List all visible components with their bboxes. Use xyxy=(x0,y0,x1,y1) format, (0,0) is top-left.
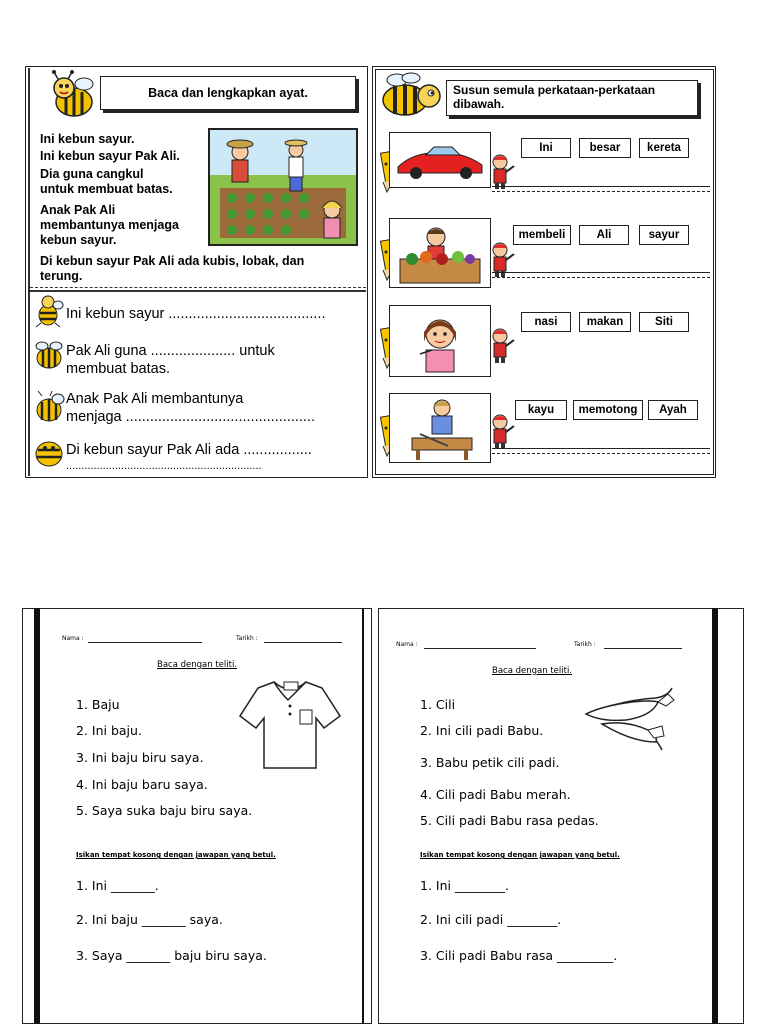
question-1: Ini kebun sayur ....................................... xyxy=(66,306,326,322)
bee-icon xyxy=(377,72,443,120)
passage-line: untuk membuat batas. xyxy=(40,182,173,196)
answer-line xyxy=(492,272,710,278)
fill-instruction: Isikan tempat kosong dengan jawapan yang betul. xyxy=(76,851,276,859)
fill-item: 2. Ini cili padi ________. xyxy=(420,912,562,927)
nama-label: Nama : xyxy=(396,641,418,648)
question-3: Anak Pak Ali membantunya xyxy=(66,391,244,407)
reading-item: 5. Cili padi Babu rasa pedas. xyxy=(420,813,599,828)
nama-line xyxy=(88,642,202,643)
section-divider xyxy=(30,290,366,292)
section-divider xyxy=(30,287,366,288)
fill-instruction: Isikan tempat kosong dengan jawapan yang betul. xyxy=(420,851,620,859)
word-card[interactable]: Siti xyxy=(639,312,689,332)
father-sawing-picture xyxy=(389,393,491,463)
chili-icon xyxy=(582,680,680,752)
passage-line: terung. xyxy=(40,269,83,283)
answer-line xyxy=(492,186,710,192)
tarikh-line xyxy=(604,648,682,649)
word-card[interactable]: kereta xyxy=(639,138,689,158)
vegetable-garden-picture xyxy=(208,128,358,246)
word-card[interactable]: besar xyxy=(579,138,631,158)
bee-icon xyxy=(32,293,64,329)
question-2: Pak Ali guna ..................... untuk xyxy=(66,343,275,359)
heading-line: Susun semula perkataan-perkataan xyxy=(453,83,656,97)
answer-line xyxy=(492,448,710,454)
word-card[interactable]: sayur xyxy=(639,225,689,245)
shirt-icon xyxy=(236,676,342,770)
fill-item: 1. Ini _______. xyxy=(76,878,159,893)
vegetable-stall-picture xyxy=(389,218,491,288)
sheet-title: Baca dengan teliti. xyxy=(157,660,238,670)
passage-line: kebun sayur. xyxy=(40,233,117,247)
word-card[interactable]: kayu xyxy=(515,400,567,420)
reading-item: 1. Baju xyxy=(76,697,120,712)
word-card[interactable]: memotong xyxy=(573,400,643,420)
fill-item: 2. Ini baju _______ saya. xyxy=(76,912,223,927)
question-4-cont: ................................................................ xyxy=(66,460,262,472)
reading-item: 5. Saya suka baju biru saya. xyxy=(76,803,253,818)
pointing-boy-icon xyxy=(488,152,516,190)
reading-item: 4. Cili padi Babu merah. xyxy=(420,787,571,802)
reading-item: 1. Cili xyxy=(420,697,456,712)
tarikh-label: Tarikh : xyxy=(236,635,258,642)
pointing-boy-icon xyxy=(488,412,516,450)
question-2-cont: membuat batas. xyxy=(66,361,170,377)
reading-item: 3. Babu petik cili padi. xyxy=(420,755,560,770)
heading-line: dibawah. xyxy=(453,97,505,111)
fill-item: 1. Ini ________. xyxy=(420,878,509,893)
bee-icon xyxy=(32,340,66,372)
bee-icon xyxy=(32,434,66,470)
word-card[interactable]: Ini xyxy=(521,138,571,158)
bee-icon xyxy=(32,390,66,426)
passage-line: membantunya menjaga xyxy=(40,218,179,232)
passage-line: Ini kebun sayur Pak Ali. xyxy=(40,149,180,163)
reading-item: 4. Ini baju baru saya. xyxy=(76,777,208,792)
question-4: Di kebun sayur Pak Ali ada ................. xyxy=(66,442,312,458)
word-card[interactable]: Ayah xyxy=(648,400,698,420)
passage-line: Di kebun sayur Pak Ali ada kubis, lobak, dan xyxy=(40,254,305,268)
red-car-picture xyxy=(389,132,491,188)
fill-item: 3. Saya _______ baju biru saya. xyxy=(76,948,267,963)
sheet-edge xyxy=(362,608,364,1024)
bee-icon xyxy=(44,70,100,122)
reading-item: 3. Ini baju biru saya. xyxy=(76,750,204,765)
passage-line: Dia guna cangkul xyxy=(40,167,144,181)
tarikh-line xyxy=(264,642,342,643)
reading-item: 2. Ini cili padi Babu. xyxy=(420,723,544,738)
word-card[interactable]: Ali xyxy=(579,225,629,245)
tarikh-label: Tarikh : xyxy=(574,641,596,648)
sheet-edge xyxy=(34,608,40,1024)
panel-left-border-shadow xyxy=(28,68,30,476)
word-card[interactable]: makan xyxy=(579,312,631,332)
sheet-title: Baca dengan teliti. xyxy=(492,666,573,676)
girl-eating-picture xyxy=(389,305,491,377)
word-card[interactable]: nasi xyxy=(521,312,571,332)
heading-box xyxy=(100,76,356,110)
nama-line xyxy=(424,648,536,649)
heading-text: Baca dan lengkapkan ayat. xyxy=(148,86,308,100)
pointing-boy-icon xyxy=(488,326,516,364)
passage-line: Ini kebun sayur. xyxy=(40,132,135,146)
question-3-cont: menjaga ............................................... xyxy=(66,409,315,425)
passage-line: Anak Pak Ali xyxy=(40,203,116,217)
fill-item: 3. Cili padi Babu rasa _________. xyxy=(420,948,618,963)
heading-box xyxy=(446,80,698,116)
sheet-edge xyxy=(712,608,718,1024)
word-card[interactable]: membeli xyxy=(513,225,571,245)
nama-label: Nama : xyxy=(62,635,84,642)
reading-item: 2. Ini baju. xyxy=(76,723,142,738)
